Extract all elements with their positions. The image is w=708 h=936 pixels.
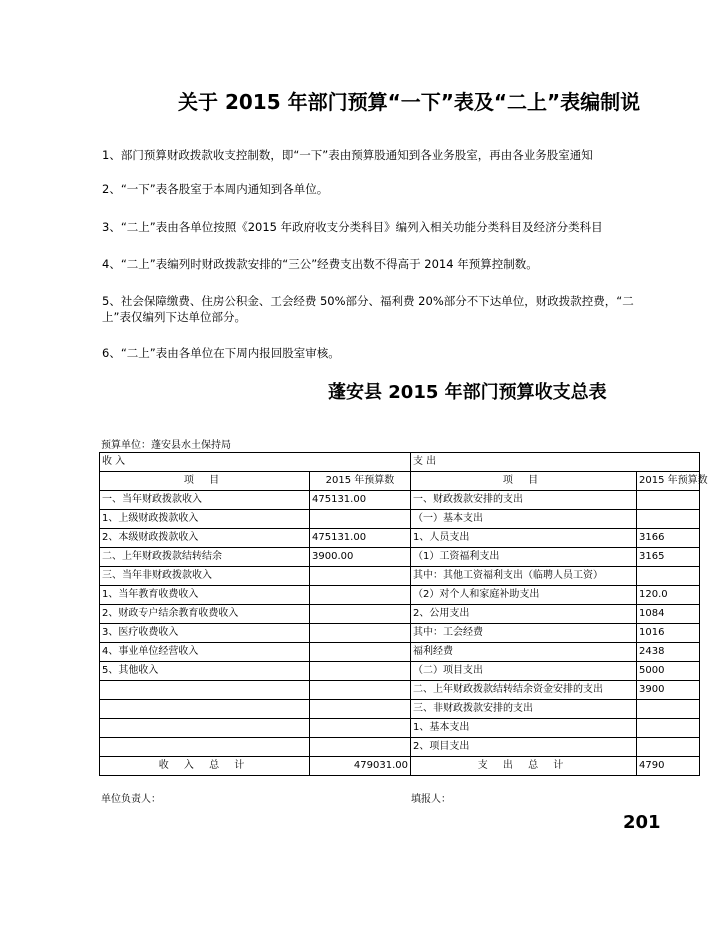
income-value-cell: [310, 700, 411, 719]
income-value-cell: [310, 738, 411, 757]
expense-value-cell: [637, 510, 700, 529]
expense-item-cell: （1）工资福利支出: [411, 548, 637, 567]
income-budget-header: 2015 年预算数: [310, 472, 411, 491]
income-value-cell: [310, 662, 411, 681]
unit-head-label: 单位负责人：: [101, 794, 161, 805]
document-title: 关于 2015 年部门预算“一下”表及“二上”表编制说: [178, 90, 641, 114]
expense-value-cell: [637, 700, 700, 719]
expense-item-cell: 福利经费: [411, 643, 637, 662]
table-row: [100, 529, 700, 548]
expense-item-cell: 2、公用支出: [411, 605, 637, 624]
table-row: [100, 548, 700, 567]
income-value-cell: [310, 719, 411, 738]
income-value-cell: [310, 605, 411, 624]
expense-header: 支 出: [411, 453, 700, 472]
expense-value-cell: 1016: [637, 624, 700, 643]
expense-item-cell: 其中：其他工资福利支出（临聘人员工资）: [411, 567, 637, 586]
table-row: [100, 719, 700, 738]
expense-value-cell: 3165: [637, 548, 700, 567]
expense-value-cell: 3166: [637, 529, 700, 548]
income-item-cell: 2、本级财政拨款收入: [100, 529, 310, 548]
expense-value-cell: 5000: [637, 662, 700, 681]
table-row: [100, 681, 700, 700]
income-value-cell: [310, 681, 411, 700]
expense-value-cell: 1084: [637, 605, 700, 624]
total-row: [100, 757, 700, 776]
income-item-cell: 1、当年教育收费收入: [100, 586, 310, 605]
income-item-cell: 3、医疗收费收入: [100, 624, 310, 643]
income-header: 收 入: [100, 453, 411, 472]
income-item-cell: 5、其他收入: [100, 662, 310, 681]
expense-item-cell: 1、人员支出: [411, 529, 637, 548]
income-total-label: 收 入 总 计: [100, 757, 310, 776]
income-value-cell: [310, 586, 411, 605]
budget-unit-label: 预算单位：蓬安县水土保持局: [101, 440, 231, 451]
expense-item-header: 项 目: [411, 472, 637, 491]
expense-value-cell: 3900: [637, 681, 700, 700]
table-row: [100, 567, 700, 586]
income-value-cell: [310, 510, 411, 529]
paragraph-3: 3、“二上”表由各单位按照《2015 年政府收支分类科目》编列入相关功能分类科目及经济分类科目: [102, 220, 603, 234]
expense-item-cell: （一）基本支出: [411, 510, 637, 529]
income-item-cell: 三、当年非财政拨款收入: [100, 567, 310, 586]
income-total-value: 479031.00: [310, 757, 411, 776]
expense-value-cell: [637, 719, 700, 738]
income-item-cell: 4、事业单位经营收入: [100, 643, 310, 662]
income-value-cell: 3900.00: [310, 548, 411, 567]
column-header-row: [100, 472, 700, 491]
income-item-cell: 1、上级财政拨款收入: [100, 510, 310, 529]
paragraph-6: 6、“二上”表由各单位在下周内报回股室审核。: [102, 346, 340, 360]
income-item-cell: [100, 681, 310, 700]
table-row: [100, 624, 700, 643]
table-row: [100, 510, 700, 529]
expense-value-cell: 2438: [637, 643, 700, 662]
income-item-cell: 二、上年财政拨款结转结余: [100, 548, 310, 567]
income-item-cell: [100, 719, 310, 738]
expense-budget-header: 2015 年预算数: [637, 472, 700, 491]
income-value-cell: 475131.00: [310, 529, 411, 548]
expense-item-cell: 2、项目支出: [411, 738, 637, 757]
expense-total-label: 支 出 总 计: [411, 757, 637, 776]
income-value-cell: [310, 643, 411, 662]
paragraph-4: 4、“二上”表编列时财政拨款安排的“三公”经费支出数不得高于 2014 年预算控制数。: [102, 257, 538, 271]
table-title: 蓬安县 2015 年部门预算收支总表: [328, 382, 607, 403]
paragraph-2: 2、“一下”表各股室于本周内通知到各单位。: [102, 182, 329, 196]
section-header-row: [100, 453, 700, 472]
expense-item-cell: （二）项目支出: [411, 662, 637, 681]
expense-item-cell: 其中：工会经费: [411, 624, 637, 643]
income-value-cell: [310, 624, 411, 643]
table-row: [100, 605, 700, 624]
expense-item-cell: 一、财政拨款安排的支出: [411, 491, 637, 510]
income-value-cell: [310, 567, 411, 586]
budget-table-container: [99, 452, 708, 788]
table-row: [100, 662, 700, 681]
expense-total-value: 4790: [637, 757, 700, 776]
expense-value-cell: [637, 567, 700, 586]
paragraph-5: 5、社会保障缴费、住房公积金、工会经费 50%部分、福利费 20%部分不下达单位，财政拨款控费，“二上”表仅编列下达单位部分。: [102, 294, 634, 324]
next-section-title-fragment: 201: [623, 812, 661, 833]
expense-item-cell: 1、基本支出: [411, 719, 637, 738]
expense-item-cell: 三、非财政拨款安排的支出: [411, 700, 637, 719]
income-item-cell: 2、财政专户结余教育收费收入: [100, 605, 310, 624]
expense-item-cell: （2）对个人和家庭补助支出: [411, 586, 637, 605]
income-item-header: 项 目: [100, 472, 310, 491]
paragraph-1: 1、部门预算财政拨款收支控制数，即“一下”表由预算股通知到各业务股室，再由各业务股室通知: [102, 148, 593, 162]
table-row: [100, 586, 700, 605]
filler-label: 填报人：: [411, 794, 451, 805]
expense-value-cell: [637, 738, 700, 757]
income-item-cell: 一、当年财政拨款收入: [100, 491, 310, 510]
budget-summary-table: [99, 452, 708, 776]
table-row: [100, 643, 700, 662]
income-value-cell: 475131.00: [310, 491, 411, 510]
table-row: [100, 491, 700, 510]
income-item-cell: [100, 700, 310, 719]
table-row: [100, 738, 700, 757]
income-item-cell: [100, 738, 310, 757]
expense-value-cell: 120.0: [637, 586, 700, 605]
expense-value-cell: [637, 491, 700, 510]
expense-item-cell: 二、上年财政拨款结转结余资金安排的支出: [411, 681, 637, 700]
table-row: [100, 700, 700, 719]
